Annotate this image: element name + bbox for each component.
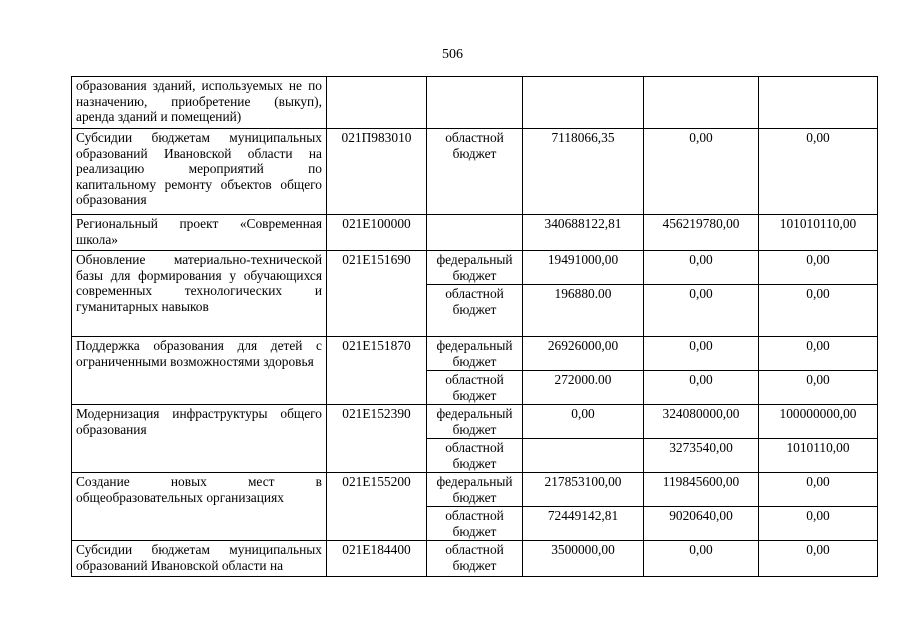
amount-year-2 — [644, 77, 759, 129]
amount-year-3: 0,00 — [759, 541, 878, 577]
amount-year-1: 19491000,00 — [523, 251, 644, 285]
amount-year-1 — [523, 439, 644, 473]
amount-year-1: 7118066,35 — [523, 129, 644, 215]
amount-year-1: 340688122,81 — [523, 215, 644, 251]
amount-year-3: 0,00 — [759, 129, 878, 215]
amount-year-1 — [523, 77, 644, 129]
amount-year-2: 9020640,00 — [644, 507, 759, 541]
item-name: Субсидии бюджетам муниципальных образований Ивановской области на реализацию мероприятий по капитальному ремонту объектов общего образования — [72, 129, 327, 215]
budget-table-body — [72, 77, 878, 577]
item-name: Модернизация инфраструктуры общего образования — [72, 405, 327, 473]
amount-year-2: 0,00 — [644, 337, 759, 371]
amount-year-1: 0,00 — [523, 405, 644, 439]
funding-source: областной бюджет — [427, 439, 523, 473]
amount-year-3 — [759, 77, 878, 129]
item-name: Поддержка образования для детей с ограниченными возможностями здоровья — [72, 337, 327, 405]
table-row — [72, 541, 878, 577]
amount-year-3: 0,00 — [759, 285, 878, 337]
amount-year-3: 0,00 — [759, 337, 878, 371]
table-row — [72, 337, 878, 371]
funding-source: федеральный бюджет — [427, 251, 523, 285]
amount-year-2: 0,00 — [644, 129, 759, 215]
item-name: Создание новых мест в общеобразовательных организациях — [72, 473, 327, 541]
amount-year-3: 101010110,00 — [759, 215, 878, 251]
funding-source — [427, 77, 523, 129]
item-code — [327, 77, 427, 129]
item-code: 021E151690 — [327, 251, 427, 337]
table-row — [72, 405, 878, 439]
funding-source: областной бюджет — [427, 507, 523, 541]
funding-source: федеральный бюджет — [427, 337, 523, 371]
amount-year-2: 119845600,00 — [644, 473, 759, 507]
page-number: 506 — [442, 47, 463, 62]
funding-source: областной бюджет — [427, 129, 523, 215]
funding-source — [427, 215, 523, 251]
funding-source: областной бюджет — [427, 541, 523, 577]
amount-year-3: 0,00 — [759, 473, 878, 507]
funding-source: областной бюджет — [427, 371, 523, 405]
amount-year-2: 324080000,00 — [644, 405, 759, 439]
amount-year-2: 456219780,00 — [644, 215, 759, 251]
item-code: 021E152390 — [327, 405, 427, 473]
item-name: Субсидии бюджетам муниципальных образований Ивановской области на — [72, 541, 327, 577]
item-name: образования зданий, используемых не по назначению, приобретение (выкуп), аренда зданий и помещений) — [72, 77, 327, 129]
amount-year-2: 0,00 — [644, 541, 759, 577]
amount-year-3: 0,00 — [759, 251, 878, 285]
item-name: Обновление материально-технической базы для формирования у обучающихся современных технологических и гуманитарных навыков — [72, 251, 327, 337]
amount-year-3: 1010110,00 — [759, 439, 878, 473]
amount-year-1: 272000.00 — [523, 371, 644, 405]
amount-year-3: 100000000,00 — [759, 405, 878, 439]
amount-year-1: 217853100,00 — [523, 473, 644, 507]
item-code: 021П983010 — [327, 129, 427, 215]
item-code: 021E100000 — [327, 215, 427, 251]
table-row — [72, 77, 878, 129]
amount-year-2: 0,00 — [644, 251, 759, 285]
amount-year-2: 0,00 — [644, 371, 759, 405]
amount-year-3: 0,00 — [759, 507, 878, 541]
amount-year-2: 0,00 — [644, 285, 759, 337]
funding-source: областной бюджет — [427, 285, 523, 337]
amount-year-1: 26926000,00 — [523, 337, 644, 371]
item-code: 021E151870 — [327, 337, 427, 405]
amount-year-1: 72449142,81 — [523, 507, 644, 541]
table-row — [72, 251, 878, 285]
table-row — [72, 129, 878, 215]
table-row — [72, 473, 878, 507]
funding-source: федеральный бюджет — [427, 405, 523, 439]
budget-table — [71, 76, 878, 577]
amount-year-2: 3273540,00 — [644, 439, 759, 473]
funding-source: федеральный бюджет — [427, 473, 523, 507]
amount-year-1: 3500000,00 — [523, 541, 644, 577]
amount-year-3: 0,00 — [759, 371, 878, 405]
item-code: 021E184400 — [327, 541, 427, 577]
item-name: Региональный проект «Современная школа» — [72, 215, 327, 251]
item-code: 021E155200 — [327, 473, 427, 541]
amount-year-1: 196880.00 — [523, 285, 644, 337]
table-row — [72, 215, 878, 251]
